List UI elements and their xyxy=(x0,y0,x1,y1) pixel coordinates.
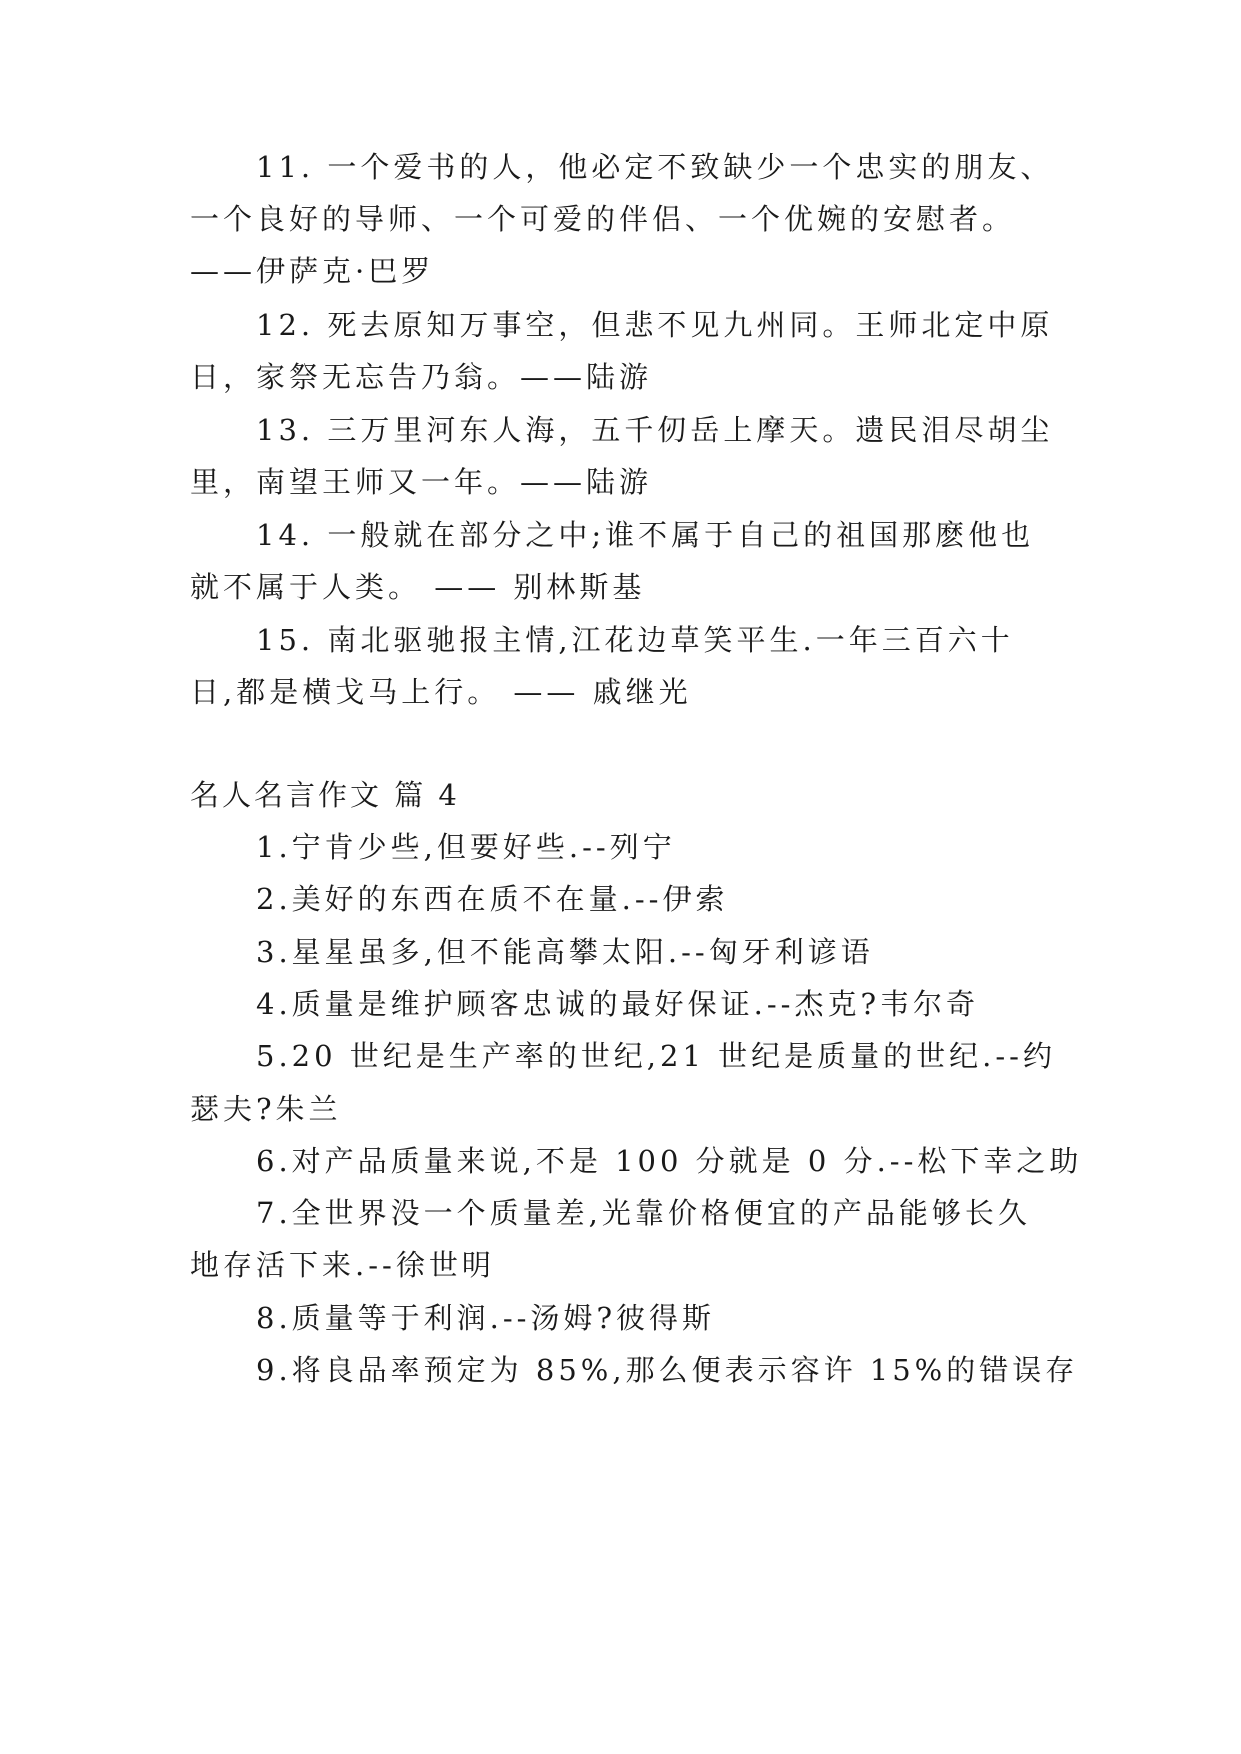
quote-14-line-1: 14. 一般就在部分之中;谁不属于自己的祖国那麽他也 xyxy=(256,518,1035,552)
quote-11-line-1: 11. 一个爱书的人，他必定不致缺少一个忠实的朋友、 xyxy=(256,150,1054,184)
quote-5-line-1: 5.20 世纪是生产率的世纪,21 世纪是质量的世纪.--约 xyxy=(256,1039,1056,1073)
quote-1: 1.宁肯少些,但要好些.--列宁 xyxy=(256,830,676,864)
quote-11-line-2: 一个良好的导师、一个可爱的伴侣、一个优婉的安慰者。 xyxy=(190,202,1016,236)
quote-5-line-2: 瑟夫?朱兰 xyxy=(190,1092,342,1126)
quote-13-line-2: 里，南望王师又一年。——陆游 xyxy=(190,465,653,499)
quote-3: 3.星星虽多,但不能高攀太阳.--匈牙利谚语 xyxy=(256,935,874,969)
quote-13-line-1: 13. 三万里河东人海，五千仞岳上摩天。遗民泪尽胡尘 xyxy=(256,413,1054,447)
quote-15-line-1: 15. 南北驱驰报主情,江花边草笑平生.一年三百六十 xyxy=(256,623,1014,657)
quote-9-line-1: 9.将良品率预定为 85%,那么便表示容许 15%的错误存 xyxy=(256,1353,1079,1387)
quote-7-line-1: 7.全世界没一个质量差,光靠价格便宜的产品能够长久 xyxy=(256,1196,1031,1230)
quote-12-line-1: 12. 死去原知万事空，但悲不见九州同。王师北定中原 xyxy=(256,308,1054,342)
quote-14-line-2: 就不属于人类。 —— 别林斯基 xyxy=(190,570,646,604)
quote-11-attribution: ——伊萨克·巴罗 xyxy=(190,254,435,288)
quote-15-line-2: 日,都是横戈马上行。 —— 戚继光 xyxy=(190,675,692,709)
quote-7-line-2: 地存活下来.--徐世明 xyxy=(190,1248,495,1282)
quote-2: 2.美好的东西在质不在量.--伊索 xyxy=(256,882,729,916)
quote-4: 4.质量是维护顾客忠诚的最好保证.--杰克?韦尔奇 xyxy=(256,987,980,1021)
section-heading: 名人名言作文 篇 4 xyxy=(190,778,460,812)
quote-12-line-2: 日，家祭无忘告乃翁。——陆游 xyxy=(190,360,653,394)
quote-8: 8.质量等于利润.--汤姆?彼得斯 xyxy=(256,1301,716,1335)
quote-6: 6.对产品质量来说,不是 100 分就是 0 分.--松下幸之助 xyxy=(256,1144,1083,1178)
